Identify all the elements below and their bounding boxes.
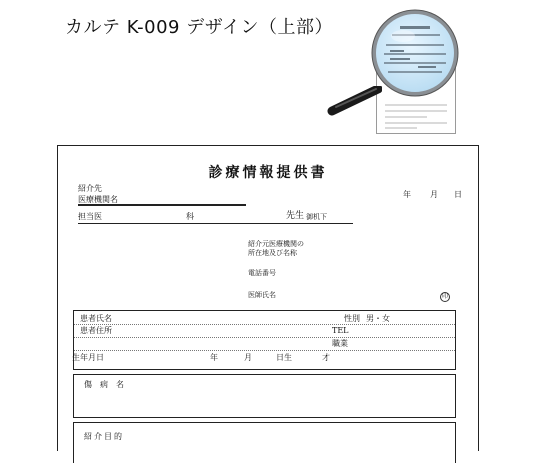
doctor-underline <box>78 223 353 224</box>
row-divider <box>74 324 455 325</box>
diagnosis-box <box>73 374 456 418</box>
sensei-label: 先生 <box>286 211 305 221</box>
product-title: カルテ K-009 デザイン（上部） <box>65 17 333 38</box>
birth-year-label: 年 <box>210 353 218 362</box>
patient-address-label: 患者住所 <box>80 326 112 335</box>
phone-label: 電話番号 <box>248 269 276 277</box>
seal-mark: 印 <box>441 293 448 300</box>
department-label: 科 <box>186 212 194 221</box>
date-month-label: 月 <box>430 190 438 199</box>
purpose-label: 紹介目的 <box>84 432 124 441</box>
purpose-box <box>73 422 456 463</box>
referrer-address-label: 所在地及び名称 <box>248 249 297 257</box>
diagnosis-label: 傷 病 名 <box>84 380 124 389</box>
birth-day-label: 日生 <box>276 353 292 362</box>
tel-label: TEL <box>332 326 349 335</box>
referrer-label: 紹介元医療機関の <box>248 240 304 248</box>
doctor-name-label: 医師氏名 <box>248 291 276 299</box>
patient-info-box <box>73 310 456 370</box>
birth-date-label: 生年月日 <box>72 353 104 362</box>
magnifier-icon <box>370 8 460 98</box>
doctor-in-charge-label: 担当医 <box>78 212 102 221</box>
birth-month-label: 月 <box>244 353 252 362</box>
row-divider <box>74 337 455 338</box>
patient-name-label: 患者氏名 <box>80 314 112 323</box>
row-divider <box>74 350 455 351</box>
occupation-label: 職業 <box>332 339 348 348</box>
onchu-label: 御机下 <box>306 213 327 221</box>
recipient-label: 紹介先 <box>78 184 102 193</box>
sex-options: 男・女 <box>366 314 390 323</box>
recipient-underline <box>78 204 246 206</box>
form-title: 診療情報提供書 <box>208 165 328 181</box>
referral-form <box>57 145 479 451</box>
recipient-institution-label: 医療機関名 <box>78 195 118 204</box>
date-day-label: 日 <box>454 190 462 199</box>
sex-label: 性別 <box>344 314 360 323</box>
age-label: 才 <box>322 353 330 362</box>
date-year-label: 年 <box>403 190 411 199</box>
